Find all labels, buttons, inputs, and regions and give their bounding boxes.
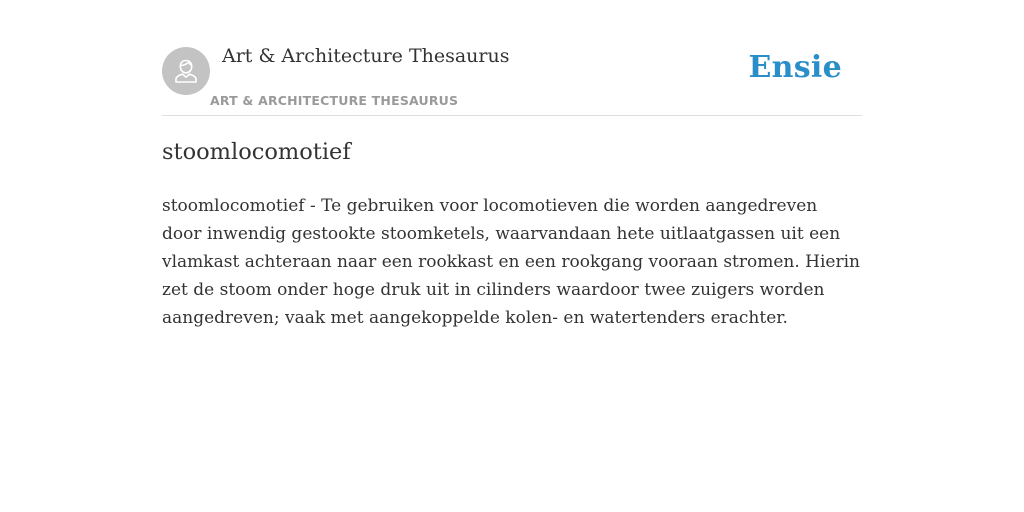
entry-header	[162, 0, 862, 116]
author-name[interactable]: Art & Architecture Thesaurus	[222, 45, 510, 67]
avatar[interactable]	[162, 47, 210, 95]
entry-definition: stoomlocomotief - Te gebruiken voor locomotieven die worden aangedreven door inwendig gestookte stoomketels, waarvandaan hete uitlaatgassen uit een vlamkast achteraan naar een rookkast en een rookgang vooraan stromen. Hierin zet de stoom onder hoge druk uit in cilinders waardoor twee zuigers worden aangedreven; vaak met aangekoppelde kolen- en watertenders erachter.	[162, 196, 861, 328]
brand-logo[interactable]: Ensie	[748, 50, 842, 85]
user-silhouette-icon	[171, 56, 201, 86]
source-label[interactable]: ART & ARCHITECTURE THESAURUS	[210, 93, 459, 108]
entry-title: stoomlocomotief	[162, 139, 351, 165]
